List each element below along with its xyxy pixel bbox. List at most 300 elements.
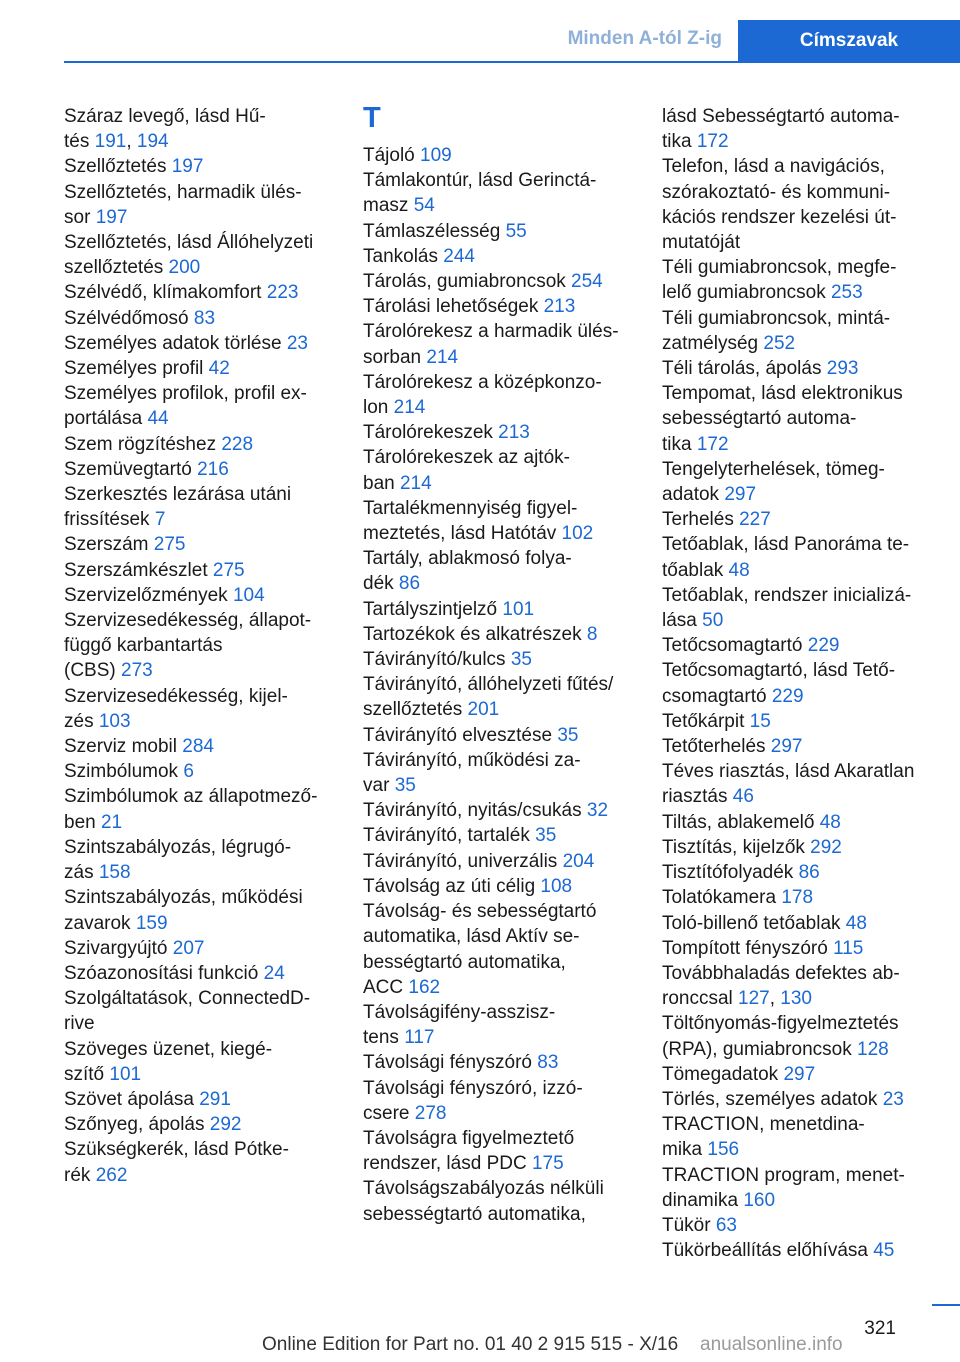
entry-text: Továbbhaladás defektes ab- xyxy=(662,962,900,984)
watermark: anualsonline.info xyxy=(700,1334,843,1355)
entry-text: adatok xyxy=(662,484,725,506)
index-entry xyxy=(363,723,635,748)
entry-text: zás xyxy=(64,862,99,884)
page-link[interactable]: 156 xyxy=(707,1139,740,1161)
page-link[interactable]: 194 xyxy=(136,131,169,153)
page-header xyxy=(0,0,960,62)
section-title: Minden A-tól Z-ig xyxy=(567,28,722,49)
index-entry xyxy=(662,381,932,457)
entry-text: Tetőablak, lásd Panoráma te- xyxy=(662,534,910,556)
index-entry xyxy=(363,420,635,445)
page-link[interactable]: 32 xyxy=(586,800,609,822)
entry-text: Tartály, ablakmosó folya- xyxy=(363,548,572,570)
entry-text: Tetőcsomagtartó xyxy=(662,635,808,657)
entry-text: bességtartó automatika, xyxy=(363,951,566,973)
page-link[interactable]: 214 xyxy=(399,472,432,494)
entry-text: szórakoztató- és kommuni- xyxy=(662,181,891,203)
page-link[interactable]: 128 xyxy=(857,1038,889,1060)
page-link[interactable]: 172 xyxy=(696,131,729,153)
index-entry xyxy=(662,154,932,255)
entry-text: Szerviz mobil xyxy=(64,736,183,758)
page-link[interactable]: 23 xyxy=(286,332,308,354)
entry-text: meztetés, lásd Hatótáv xyxy=(363,523,562,545)
index-entry xyxy=(64,432,336,457)
page-link[interactable]: 197 xyxy=(171,156,204,178)
index-entry xyxy=(64,180,336,230)
page-link[interactable]: 117 xyxy=(404,1027,435,1049)
page-link[interactable]: 48 xyxy=(845,912,867,934)
page-link[interactable]: 48 xyxy=(819,811,841,833)
index-entry xyxy=(64,381,336,431)
page-link[interactable]: 160 xyxy=(743,1189,776,1211)
entry-text: zés xyxy=(64,710,99,732)
page-link[interactable]: 275 xyxy=(153,534,186,556)
entry-text: TRACTION, menetdina- xyxy=(662,1114,865,1136)
page-link[interactable]: 44 xyxy=(147,408,169,430)
page-link[interactable]: 46 xyxy=(732,786,754,808)
index-entry xyxy=(363,219,635,244)
page-link[interactable]: 15 xyxy=(749,710,771,732)
index-entry xyxy=(662,532,932,582)
entry-text: mutatóját xyxy=(662,232,741,254)
entry-text: Támlakontúr, lásd Gerinctá- xyxy=(363,170,597,192)
index-entry xyxy=(64,759,336,784)
page-link[interactable]: 293 xyxy=(826,358,859,380)
index-entry xyxy=(363,798,635,823)
entry-text: Szerkesztés lezárása utáni xyxy=(64,484,292,506)
entry-text: zatmélység xyxy=(662,332,764,354)
index-entry xyxy=(363,143,635,168)
entry-text: szellőztetés xyxy=(64,257,169,279)
entry-text: Szimbólumok az állapotmező- xyxy=(64,786,318,808)
entry-text: Szintszabályozás, működési xyxy=(64,887,303,909)
index-entry xyxy=(662,936,932,961)
entry-text: Tetőcsomagtartó, lásd Tető- xyxy=(662,660,896,682)
footer-rule xyxy=(932,1304,960,1306)
page-link[interactable]: 297 xyxy=(770,736,803,758)
index-entry xyxy=(363,294,635,319)
entry-text: tika xyxy=(662,433,697,455)
index-entry xyxy=(64,532,336,557)
entry-text: tens xyxy=(363,1027,405,1049)
entry-text: Személyes profilok, profil ex- xyxy=(64,383,307,405)
index-column-3 xyxy=(662,104,932,1263)
entry-text: Szellőztetés xyxy=(64,156,172,178)
entry-text: Szimbólumok xyxy=(64,761,184,783)
entry-text: Szintszabályozás, légrugó- xyxy=(64,836,292,858)
index-entry xyxy=(662,356,932,381)
entry-text: (RPA), gumiabroncsok xyxy=(662,1038,857,1060)
entry-text: Szükségkerék, lásd Pótke- xyxy=(64,1139,289,1161)
entry-text: frissítések xyxy=(64,509,155,531)
page-link[interactable]: 252 xyxy=(763,332,796,354)
index-entry xyxy=(64,154,336,179)
entry-text: Tárolórekesz a középkonzo- xyxy=(363,371,602,393)
page-link[interactable]: 204 xyxy=(562,850,595,872)
entry-text: Szolgáltatások, ConnectedD- xyxy=(64,988,311,1010)
index-entry xyxy=(662,885,932,910)
index-entry xyxy=(662,507,932,532)
entry-text: Tengelyterhelések, tömeg- xyxy=(662,458,885,480)
index-entry xyxy=(363,748,635,798)
page-link[interactable]: 115 xyxy=(833,937,864,959)
entry-text: Távirányító, tartalék xyxy=(363,825,536,847)
index-entry xyxy=(662,1163,932,1213)
edition-note: Online Edition for Part no. 01 40 2 915 515 - X/16 xyxy=(262,1334,679,1355)
index-entry xyxy=(363,269,635,294)
entry-text: Tájoló xyxy=(363,145,421,166)
index-entry xyxy=(662,1087,932,1112)
entry-text: Tisztítófolyadék xyxy=(662,862,799,884)
index-entry xyxy=(363,168,635,218)
entry-text: csere xyxy=(363,1102,415,1124)
entry-text: csomagtartó xyxy=(662,685,772,707)
page-link[interactable]: 48 xyxy=(728,559,750,581)
index-entry xyxy=(363,496,635,546)
index-entry xyxy=(363,1050,635,1075)
entry-text: sebességtartó automatika, xyxy=(363,1203,586,1225)
entry-text: Szellőztetés, lásd Állóhelyzeti xyxy=(64,232,314,254)
index-entry xyxy=(662,1062,932,1087)
entry-text: sor xyxy=(64,206,96,228)
entry-text: Tárolási lehetőségek xyxy=(363,296,544,318)
index-letter: T xyxy=(363,102,381,134)
entry-text: Távolságifény-asszisz- xyxy=(363,1001,556,1023)
index-entry: Száraz levegő, lásd Hű- tés 191, 194 xyxy=(64,106,266,153)
entry-text: Tartalékmennyiség figyel- xyxy=(363,497,578,519)
index-entry xyxy=(64,1112,336,1137)
index-entry xyxy=(363,1076,635,1126)
index-entry xyxy=(662,1112,932,1162)
entry-text: Szélvédő, klímakomfort xyxy=(64,282,267,304)
entry-text: Száraz levegő, lásd Hű- xyxy=(64,106,266,127)
page-link[interactable]: 101 xyxy=(109,1063,142,1085)
entry-text: rive xyxy=(64,1013,95,1035)
page-link[interactable]: 172 xyxy=(696,433,729,455)
entry-text: Szervizesedékesség, állapot- xyxy=(64,610,312,632)
entry-text: Tárolás, gumiabroncsok xyxy=(363,271,572,293)
page-link[interactable]: 262 xyxy=(95,1164,128,1186)
entry-text: Tömegadatok xyxy=(662,1063,784,1085)
page-link[interactable]: 229 xyxy=(771,685,804,707)
page-link[interactable]: 35 xyxy=(394,775,416,797)
page-link[interactable]: 223 xyxy=(266,282,299,304)
entry-text: rendszer, lásd PDC xyxy=(363,1153,532,1175)
entry-text: Távirányító, állóhelyzeti fűtés/ xyxy=(363,674,614,696)
entry-text: függő karbantartás xyxy=(64,635,223,657)
page-link[interactable]: 6 xyxy=(183,761,194,783)
page-link[interactable]: 158 xyxy=(98,862,131,884)
entry-text: lása xyxy=(662,610,703,632)
page-link[interactable]: 273 xyxy=(121,660,153,682)
entry-text: sebességtartó automa- xyxy=(662,408,857,430)
entry-text: Távirányító, működési za- xyxy=(363,749,581,771)
entry-text: Tankolás xyxy=(363,245,444,267)
entry-text: mika xyxy=(662,1139,708,1161)
page-link[interactable]: 24 xyxy=(263,962,285,984)
index-entry xyxy=(64,558,336,583)
entry-text: Távirányító, nyitás/csukás xyxy=(363,800,587,822)
entry-text: Tetőablak, rendszer inicializá- xyxy=(662,584,912,606)
page-link[interactable]: 127 xyxy=(738,988,770,1010)
entry-text: var xyxy=(363,775,395,797)
index-entry xyxy=(662,1011,932,1061)
page-link[interactable]: 83 xyxy=(537,1052,559,1074)
entry-text: Tartályszintjelző xyxy=(363,598,503,620)
page-link[interactable]: 21 xyxy=(100,811,123,833)
entry-text: tőablak xyxy=(662,559,729,581)
page-link[interactable]: 159 xyxy=(135,912,168,934)
index-entry xyxy=(363,823,635,848)
entry-text: Szerszám xyxy=(64,534,154,556)
page-link[interactable]: 35 xyxy=(510,649,532,671)
page-link[interactable]: 35 xyxy=(557,724,579,746)
index-entry xyxy=(363,1126,635,1176)
entry-text: dinamika xyxy=(662,1189,744,1211)
index-entry xyxy=(662,835,932,860)
entry-text: Töltőnyomás-figyelmeztetés xyxy=(662,1013,899,1035)
page-link[interactable]: 292 xyxy=(810,836,842,858)
index-entry xyxy=(662,633,932,658)
entry-text: Törlés, személyes adatok xyxy=(662,1088,883,1110)
page-link[interactable]: 130 xyxy=(780,988,812,1010)
page-link[interactable]: 103 xyxy=(98,710,131,732)
index-entry xyxy=(363,319,635,369)
entry-text: Távirányító, univerzális xyxy=(363,850,563,872)
index-entry xyxy=(662,255,932,305)
index-entry xyxy=(363,1000,635,1050)
page-link[interactable]: 63 xyxy=(715,1214,737,1236)
entry-text: tés xyxy=(64,131,95,153)
page-link[interactable]: 254 xyxy=(571,271,603,293)
index-entry xyxy=(64,961,336,986)
index-entry xyxy=(662,583,932,633)
page-link[interactable]: 244 xyxy=(443,245,475,267)
page-link[interactable]: 42 xyxy=(208,358,230,380)
entry-text: Szemüvegtartó xyxy=(64,458,198,480)
index-entry xyxy=(363,445,635,495)
page-link[interactable]: 23 xyxy=(882,1088,904,1110)
entry-text: Téli tárolás, ápolás xyxy=(662,358,827,380)
entry-text: Téves riasztás, lásd Akaratlan xyxy=(662,761,915,783)
entry-text: Távolság az úti célig xyxy=(363,875,541,897)
page-link[interactable]: 102 xyxy=(561,523,594,545)
page-link[interactable]: 104 xyxy=(232,584,265,606)
page-link[interactable]: 101 xyxy=(502,598,535,620)
entry-text: Szövet ápolása xyxy=(64,1088,200,1110)
entry-text: lelő gumiabroncsok xyxy=(662,282,831,304)
page-link[interactable]: 284 xyxy=(182,736,214,758)
entry-text: Tempomat, lásd elektronikus xyxy=(662,383,903,405)
index-entry xyxy=(64,331,336,356)
entry-text: masz xyxy=(363,195,414,217)
entry-text: Távolsági fényszóró xyxy=(363,1052,538,1074)
index-entry xyxy=(662,1238,932,1263)
index-column-1 xyxy=(64,104,336,1188)
page-link[interactable]: 86 xyxy=(798,862,820,884)
page-link[interactable]: 86 xyxy=(398,573,421,595)
index-entry xyxy=(363,849,635,874)
index-entry xyxy=(363,546,635,596)
entry-text: Tartozékok és alkatrészek xyxy=(363,623,587,645)
entry-text: Tetőkárpit xyxy=(662,710,750,732)
page-link[interactable]: 227 xyxy=(739,509,771,531)
page-link[interactable]: 229 xyxy=(807,635,840,657)
entry-text: Téli gumiabroncsok, megfe- xyxy=(662,257,897,279)
page-link[interactable]: 207 xyxy=(172,937,205,959)
page-link[interactable]: 214 xyxy=(426,346,459,368)
entry-text: Terhelés xyxy=(662,509,740,531)
page-number: 321 xyxy=(864,1318,896,1339)
page-link[interactable]: 109 xyxy=(420,145,452,166)
entry-text: sorban xyxy=(363,346,427,368)
index-entry xyxy=(363,899,635,1000)
index-entry xyxy=(363,597,635,622)
index-column-2 xyxy=(363,104,635,1227)
entry-text: Tárolórekesz a harmadik ülés- xyxy=(363,321,619,343)
index-entry xyxy=(363,622,635,647)
index-entry xyxy=(64,457,336,482)
entry-text: rék xyxy=(64,1164,96,1186)
page-link[interactable]: 162 xyxy=(408,976,441,998)
section-tab: Címszavak xyxy=(738,20,960,62)
entry-text: zavarok xyxy=(64,912,136,934)
index-entry xyxy=(64,482,336,532)
entry-text: Tisztítás, kijelzők xyxy=(662,836,811,858)
index-entry xyxy=(662,810,932,835)
index-entry xyxy=(64,684,336,734)
entry-text: Tolatókamera xyxy=(662,887,782,909)
index-entry xyxy=(64,1037,336,1087)
entry-text: Tiltás, ablakemelő xyxy=(662,811,820,833)
page-link[interactable]: 175 xyxy=(531,1153,564,1175)
index-entry xyxy=(64,583,336,608)
entry-text: Támlaszélesség xyxy=(363,220,506,242)
index-entry xyxy=(662,734,932,759)
index-entry xyxy=(64,986,336,1036)
entry-text: Távirányító/kulcs xyxy=(363,649,511,671)
entry-text: Személyes profil xyxy=(64,358,209,380)
index-entry xyxy=(363,672,635,722)
entry-text: dék xyxy=(363,573,399,595)
page-link[interactable]: 200 xyxy=(168,257,201,279)
page-link[interactable]: 45 xyxy=(873,1240,895,1262)
entry-text: Szellőztetés, harmadik ülés- xyxy=(64,181,302,203)
index-entry xyxy=(64,608,336,684)
page-link[interactable]: 55 xyxy=(505,220,527,242)
index-entry xyxy=(662,911,932,936)
entry-text: ACC xyxy=(363,976,409,998)
index-entry xyxy=(64,885,336,935)
header-rule xyxy=(64,61,960,63)
entry-text: lásd Sebességtartó automa- xyxy=(662,106,900,127)
entry-text: Tompított fényszóró xyxy=(662,937,834,959)
page-link[interactable]: 292 xyxy=(209,1114,242,1136)
entry-text: Szöveges üzenet, kiegé- xyxy=(64,1038,273,1060)
entry-text: Szerszámkészlet xyxy=(64,559,213,581)
page-link[interactable]: 7 xyxy=(154,509,166,531)
index-entry xyxy=(662,658,932,708)
page-link[interactable]: 214 xyxy=(393,397,426,419)
index-entry xyxy=(64,356,336,381)
page-link[interactable]: 275 xyxy=(212,559,245,581)
page-link[interactable]: 213 xyxy=(543,296,576,318)
entry-text: Szóazonosítási funkció xyxy=(64,962,264,984)
page-link[interactable]: 8 xyxy=(586,623,598,645)
page-link[interactable]: 278 xyxy=(414,1102,447,1124)
entry-text: automatika, lásd Aktív se- xyxy=(363,926,580,948)
entry-text: portálása xyxy=(64,408,148,430)
entry-text: ronccsal xyxy=(662,988,739,1010)
page-link[interactable]: 216 xyxy=(197,458,229,480)
page-link[interactable]: 178 xyxy=(781,887,814,909)
page-link[interactable]: 297 xyxy=(783,1063,816,1085)
page-link[interactable]: 213 xyxy=(498,422,530,444)
page-link[interactable]: 297 xyxy=(724,484,757,506)
index-entry xyxy=(64,306,336,331)
entry-text: Távolság- és sebességtartó xyxy=(363,901,597,923)
entry-text: Szervizesedékesség, kijel- xyxy=(64,685,288,707)
page-link[interactable]: 191 xyxy=(94,131,127,153)
entry-text: riasztás xyxy=(662,786,733,808)
index-entry xyxy=(64,1137,336,1187)
index-entry xyxy=(662,860,932,885)
entry-text: Téli gumiabroncsok, mintá- xyxy=(662,307,891,329)
page-link[interactable]: 83 xyxy=(193,307,216,329)
index-entry xyxy=(363,647,635,672)
entry-text: Tükör xyxy=(662,1214,716,1236)
entry-text: szítő xyxy=(64,1063,110,1085)
index-entry xyxy=(64,1087,336,1112)
index-entry xyxy=(662,759,932,809)
index-entry xyxy=(363,874,635,899)
entry-text: TRACTION program, menet- xyxy=(662,1164,905,1186)
page-link[interactable]: 253 xyxy=(830,282,863,304)
entry-text: Tárolórekeszek xyxy=(363,422,499,444)
index-entry xyxy=(64,784,336,834)
page-link[interactable]: 108 xyxy=(540,875,573,897)
page-link[interactable]: 35 xyxy=(535,825,557,847)
entry-text: ben xyxy=(64,811,101,833)
entry-text: Szőnyeg, ápolás xyxy=(64,1114,210,1136)
entry-text: (CBS) xyxy=(64,660,121,682)
entry-text: Távolságra figyelmeztető xyxy=(363,1127,575,1149)
entry-text: tika xyxy=(662,131,697,153)
page-link[interactable]: 197 xyxy=(95,206,128,228)
page-link[interactable]: 54 xyxy=(413,195,435,217)
entry-text: Telefon, lásd a navigációs, xyxy=(662,156,885,178)
entry-text: Toló-billenő tetőablak xyxy=(662,912,846,934)
page-link[interactable]: 291 xyxy=(199,1088,231,1110)
entry-text: Szivargyújtó xyxy=(64,937,173,959)
entry-text: Távirányító elvesztése xyxy=(363,724,558,746)
index-entry xyxy=(64,230,336,280)
index-entry xyxy=(662,306,932,356)
entry-text: Tükörbeállítás előhívása xyxy=(662,1240,874,1262)
entry-text: Tárolórekeszek az ajtók- xyxy=(363,447,570,469)
entry-text: szellőztetés xyxy=(363,699,468,721)
page-link[interactable]: 201 xyxy=(467,699,500,721)
index-entry xyxy=(363,244,635,269)
entry-text: Távolságszabályozás nélküli xyxy=(363,1178,604,1200)
index-entry xyxy=(662,709,932,734)
entry-text: Szélvédőmosó xyxy=(64,307,194,329)
index-entry xyxy=(662,1213,932,1238)
page-link[interactable]: 50 xyxy=(702,610,724,632)
index-entry xyxy=(64,936,336,961)
index-entry xyxy=(363,1176,635,1226)
page-link[interactable]: 228 xyxy=(221,433,254,455)
